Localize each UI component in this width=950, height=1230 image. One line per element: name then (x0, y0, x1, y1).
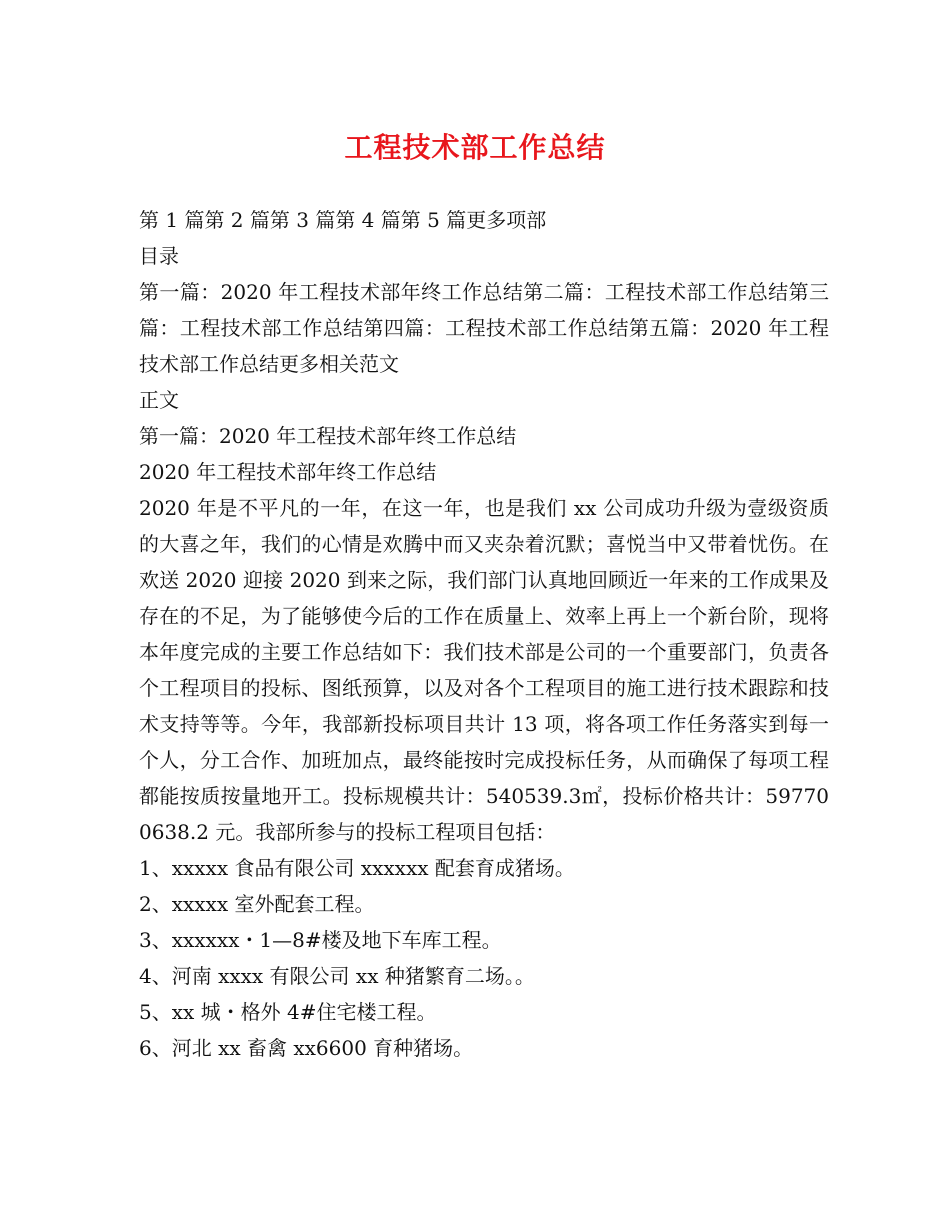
list-item: 6、河北 xx 畜禽 xx6600 育种猪场。 (139, 1036, 474, 1060)
list-item: 2、xxxxx 室外配套工程。 (139, 892, 375, 916)
list-item: 5、xx 城・格外 4#住宅楼工程。 (139, 1000, 437, 1024)
paragraph-section-links: 第 1 篇第 2 篇第 3 篇第 4 篇第 5 篇更多项部 (139, 208, 547, 232)
list-item: 4、河南 xxxx 有限公司 xx 种猪繁育二场。。 (139, 964, 535, 988)
list-item: 1、xxxxx 食品有限公司 xxxxxx 配套育成猪场。 (139, 856, 575, 880)
list-item: 3、xxxxxx・1—8#楼及地下车库工程。 (139, 928, 502, 952)
paragraph-toc-heading: 目录 (139, 244, 179, 268)
paragraph-toc: 第一篇：2020 年工程技术部年终工作总结第二篇：工程技术部工作总结第三篇：工程技术部工作总结第四篇：工程技术部工作总结第五篇：2020 年工程技术部工作总结更多相关范文 (139, 280, 829, 376)
paragraph-body-heading: 正文 (139, 388, 179, 412)
document-body (139, 202, 829, 1066)
document-title: 工程技术部工作总结 (344, 131, 606, 164)
paragraph-subtitle: 2020 年工程技术部年终工作总结 (139, 460, 437, 484)
paragraph-main: 2020 年是不平凡的一年，在这一年，也是我们 xx 公司成功升级为壹级资质的大喜之年，我们的心情是欢腾中而又夹杂着沉默；喜悦当中又带着忧伤。在欢送 2020 迎接 2020 到来之际，我们部门认真地回顾近一年来的工作成果及存在的不足，为了能够使今后的工作在质量上、效率上再上一个新台阶，现将本年度完成的主要工作总结如下：我们技术部是公司的一个重要部门，负责各个工程项目的投标、图纸预算，以及对各个工程项目的施工进行技术跟踪和技术支持等等。今年，我部新投标项目共计 13 项，将各项工作任务落实到每一个人，分工合作、加班加点，最终能按时完成投标任务，从而确保了每项工程都能按质按量地开工。投标规模共计：540539.3㎡，投标价格共计：597700638.2 元。我部所参与的投标工程项目包括： (139, 496, 829, 844)
paragraph-part-one-heading: 第一篇：2020 年工程技术部年终工作总结 (139, 424, 517, 448)
